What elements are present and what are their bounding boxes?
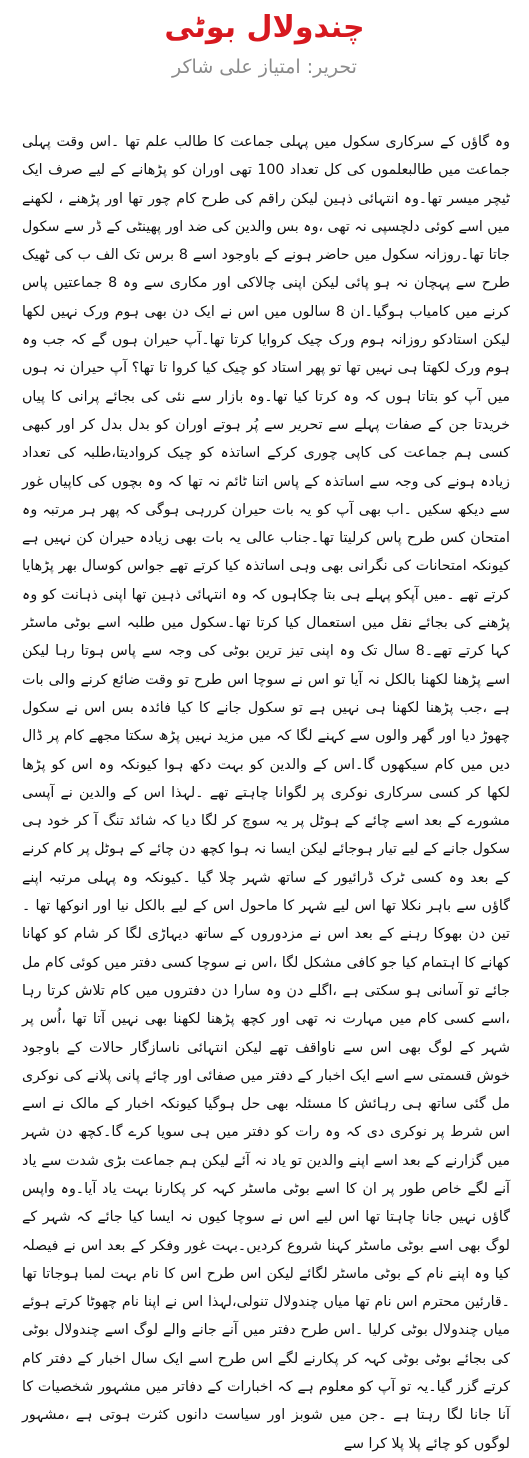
article-author: تحریر: امتیاز علی شاکر [172,56,357,78]
article-title: چندولال بوٹی [164,10,365,45]
article-header [0,0,529,84]
article-body: وہ گاؤں کے سرکاری سکول میں پہلی جماعت کا طالب علم تھا ۔اس وقت پہلی جماعت میں طالبعلموں کی کل تعداد 100 تھی اوران کو پڑھانے کے لیے صرف ایک ٹیچر میسر تھا۔وہ انتہائی ذہین لیکن راقم کی طرح کام چور تھا اور پڑھنے ، لکھنے میں اسے کوئی دلچسپی نہ تھی ،وہ بس والدین کی ضد اور پھینٹی کے ڈر سے سکول جاتا تھا۔روزانہ سکول میں حاضر ہونے کے باوجود اسے 8 برس تک الف ب کی ٹھیک طرح سے پہچان نہ ہو پائی لیکن اپنی چالاکی اور مکاری سے وہ 8 جماعتیں پاس کرنے میں کامیاب ہوگیا۔ان 8 سالوں میں اس نے ایک دن بھی ہوم ورک نہیں لکھا لیکن استادکو روزانہ ہوم ورک چیک کروایا کرتا تھا۔آپ حیران ہوں گے کہ جب وہ ہوم ورک لکھتا ہی نہیں تھا تو پھر استاد کو چیک کیا کروا تا تھا؟ آپ حیران نہ ہوں میں آپ کو بتاتا ہوں کہ وہ کرتا کیا تھا۔وہ بازار سے نئی کی بجائے پرانی کا پیاں خریدتا جن کے صفات پہلے سے تحریر سے پُر ہوتے اوران کو بدل بدل کر اور کبھی کسی ہم جماعت کی کاپی چوری کرکے اساتذہ کو چیک کروادیتا،طلبہ کی تعداد زیادہ ہونے کی وجہ سے اساتذہ کے پاس اتنا ٹائم نہ تھا کہ وہ بچوں کی کاپیاں غور سے دیکھ سکیں ۔اب بھی آپ کو یہ بات حیران کررہی ہوگی کہ پھر ہر مرتبہ وہ امتحان کس طرح پاس کرلیتا تھا۔جناب عالی یہ بات بھی زیادہ حیران کن نہیں ہے کیونکہ امتحانات کی نگرانی بھی وہی اساتذہ کیا کرتے تھے جواس کوسال بھر پڑھایا کرتے تھے ۔میں آپکو پہلے ہی بتا چکاہوں کہ وہ انتہائی ذہین تھا اپنی ذہانت کو وہ پڑھنے کی بجائے نقل میں استعمال کیا کرتا تھا۔سکول میں طلبہ اسے بوٹی ماسٹر کہا کرتے تھے۔8 سال تک وہ اپنی تیز ترین بوٹی کی وجہ سے پاس ہوتا رہا لیکن اسے پڑھنا لکھنا بالکل نہ آیا تو اس نے سوچا اس طرح تو وقت ضائع کرنے والی بات ہے ،جب پڑھنا لکھنا ہی نہیں ہے تو سکول جانے کا کیا فائدہ بس اس نے سکول چھوڑ دیا اور گھر والوں سے کہنے لگا کہ میں مزید نہیں پڑھ سکتا مجھے کام پر ڈال دیں میں کام سیکھوں گا۔اس کے والدین کو بہت دکھ ہوا کیونکہ وہ اس کو پڑھا لکھا کر کسی سرکاری نوکری پر لگوانا چاہتے تھے ۔لہذا اس کے والدین نے آپسی مشورے کے بعد اسے چائے کے ہوٹل پر یہ سوچ کر لگا دیا کہ شائد تنگ آ کر خود ہی سکول جانے کے لیے تیار ہوجائے لیکن ایسا نہ ہوا کچھ دن چائے کے ہوٹل پر کام کرنے کے بعد وہ کسی ٹرک ڈرائیور کے ساتھ شہر چلا گیا ۔کیونکہ وہ پہلی مرتبہ اپنے گاؤں سے باہر نکلا تھا اس لیے شہر کا ماحول اس کے لیے بالکل نیا اور انوکھا تھا ۔تین دن بھوکا رہنے کے بعد اس نے مزدوروں کے ساتھ دیہاڑی لگا کر شام کو کھانا کھانے کا اہتمام کیا جو کافی مشکل لگا ،اس نے سوچا کسی دفتر میں کوئی کام مل جائے تو آسانی ہو سکتی ہے ،اگلے دن وہ سارا دن دفتروں میں کام تلاش کرتا رہا ،اسے کسی کام میں مہارت نہ تھی اور کچھ پڑھنا لکھنا بھی نہیں آتا تھا ،اُس پر شہر کے لوگ بھی اس سے ناواقف تھے لیکن انتہائی ناسازگار حالات کے باوجود خوش قسمتی سے اسے ایک اخبار کے دفتر میں صفائی اور چائے پانی پلانے کی نوکری مل گئی ساتھ ہی رہائش کا مسئلہ بھی حل ہوگیا کیونکہ اخبار کے مالک نے اسے اس شرط پر نوکری دی کہ وہ رات کو دفتر میں ہی سویا کرے گا۔کچھ دن شہر میں گزارنے کے بعد اسے اپنے والدین تو یاد نہ آئے لیکن ہم جماعت بڑی شدت سے یاد آنے لگے خاص طور پر ان کا اسے بوٹی ماسٹر کہہ کر پکارنا بہت یاد آیا۔وہ واپس گاؤں نہیں جانا چاہتا تھا اس لیے اس نے سوچا کیوں نہ ایسا کیا جائے کہ شہر کے لوگ بھی اسے بوٹی ماسٹر کہنا شروع کردیں۔بہت غور وفکر کے بعد اس نے فیصلہ کیا وہ اپنے نام کے بوٹی ماسٹر لگائے لیکن اس طرح اس کا نام بہت لمبا ہوجاتا تھا ۔قارئین محترم اس نام تھا میاں چندولال تنولی،لہذا اس نے اپنا نام چھوٹا کرتے ہوئے میاں چندولال بوٹی کرلیا ۔اس طرح دفتر میں آنے جانے والے لوگ اسے چندولال بوٹی کی بجائے بوٹی بوٹی کہہ کر پکارنے لگے اس طرح اسے ایک سال اخبار کے دفتر کام کرتے گزر گیا۔یہ تو آپ کو معلوم ہے کہ اخبارات کے دفاتر میں مشہور شخصیات کا آنا جانا لگا رہتا ہے ۔جن میں شوبز اور سیاست دانوں کثرت ہوتی ہے ،مشہور لوگوں کو چائے پلا پلا کرا سے [22,134,511,1452]
